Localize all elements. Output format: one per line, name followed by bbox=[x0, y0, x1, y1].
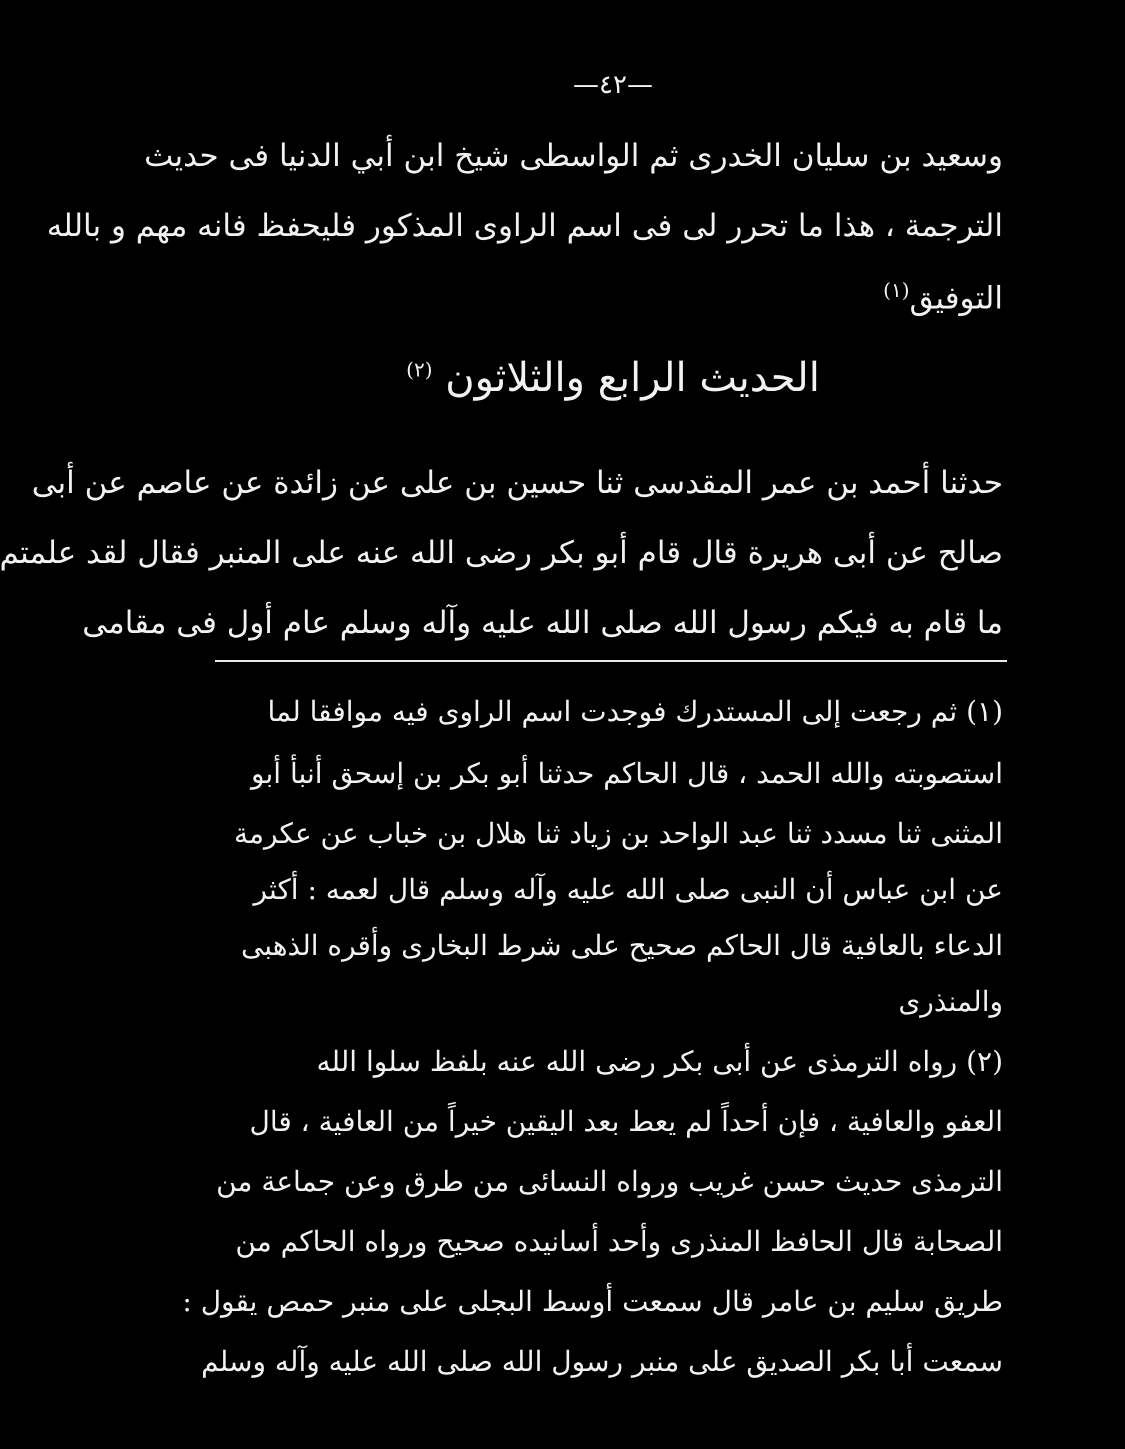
footnote-line: سمعت أبا بكر الصديق على منبر رسول الله صلى الله عليه وآله وسلم bbox=[201, 1345, 1003, 1378]
footnote-divider bbox=[215, 660, 1007, 662]
page-number: —٤٢— bbox=[573, 70, 653, 100]
footnote-line: استصوبته والله الحمد ، قال الحاكم حدثنا أبو بكر بن إسحق أنبأ أبو bbox=[251, 757, 1003, 790]
footnote-reference: (٢) bbox=[406, 357, 433, 382]
body-line-with-note bbox=[223, 278, 1003, 316]
footnote-reference: (١) bbox=[883, 278, 910, 302]
footnote-line: طريق سليم بن عامر قال سمعت أوسط البجلى على منبر حمص يقول : bbox=[182, 1285, 1003, 1318]
footnote-line: عن ابن عباس أن النبى صلى الله عليه وآله وسلم قال لعمه : أكثر bbox=[253, 873, 1003, 906]
footnote-line: الصحابة قال الحافظ المنذرى وأحد أسانيده صحيح ورواه الحاكم من bbox=[235, 1225, 1003, 1258]
body-line: وسعيد بن سليان الخدرى ثم الواسطى شيخ ابن أبي الدنيا فى حديث bbox=[144, 138, 1003, 174]
body-line: صالح عن أبى هريرة قال قام أبو بكر رضى الله عنه على المنبر فقال لقد علمتم bbox=[0, 535, 1003, 571]
footnote-line: العفو والعافية ، فإن أحداً لم يعط بعد اليقين خيراً من العافية ، قال bbox=[249, 1105, 1003, 1138]
body-line: الترجمة ، هذا ما تحرر لى فى اسم الراوى المذكور فليحفظ فانه مهم و بالله bbox=[46, 208, 1003, 244]
heading-text: الحديث الرابع والثلاثون bbox=[445, 355, 820, 401]
footnote-line: الترمذى حديث حسن غريب ورواه النسائى من طرق وعن جماعة من bbox=[216, 1165, 1003, 1198]
footnote-line: الدعاء بالعافية قال الحاكم صحيح على شرط البخارى وأقره الذهبى bbox=[240, 929, 1003, 962]
body-text: التوفيق bbox=[909, 280, 1003, 317]
section-heading bbox=[101, 355, 1125, 401]
body-line: حدثنا أحمد بن عمر المقدسى ثنا حسين بن على عن زائدة عن عاصم عن أبى bbox=[31, 465, 1003, 501]
footnote-line: (١) ثم رجعت إلى المستدرك فوجدت اسم الراوى فيه موافقا لما bbox=[267, 695, 1003, 728]
footnote-line: (٢) رواه الترمذى عن أبى بكر رضى الله عنه بلفظ سلوا الله bbox=[316, 1045, 1003, 1078]
footnote-line: المثنى ثنا مسدد ثنا عبد الواحد بن زياد ثنا هلال بن خباب عن عكرمة bbox=[234, 817, 1003, 850]
footnote-line: والمنذرى bbox=[898, 985, 1003, 1018]
body-line: ما قام به فيكم رسول الله صلى الله عليه وآله وسلم عام أول فى مقامى bbox=[82, 605, 1003, 641]
